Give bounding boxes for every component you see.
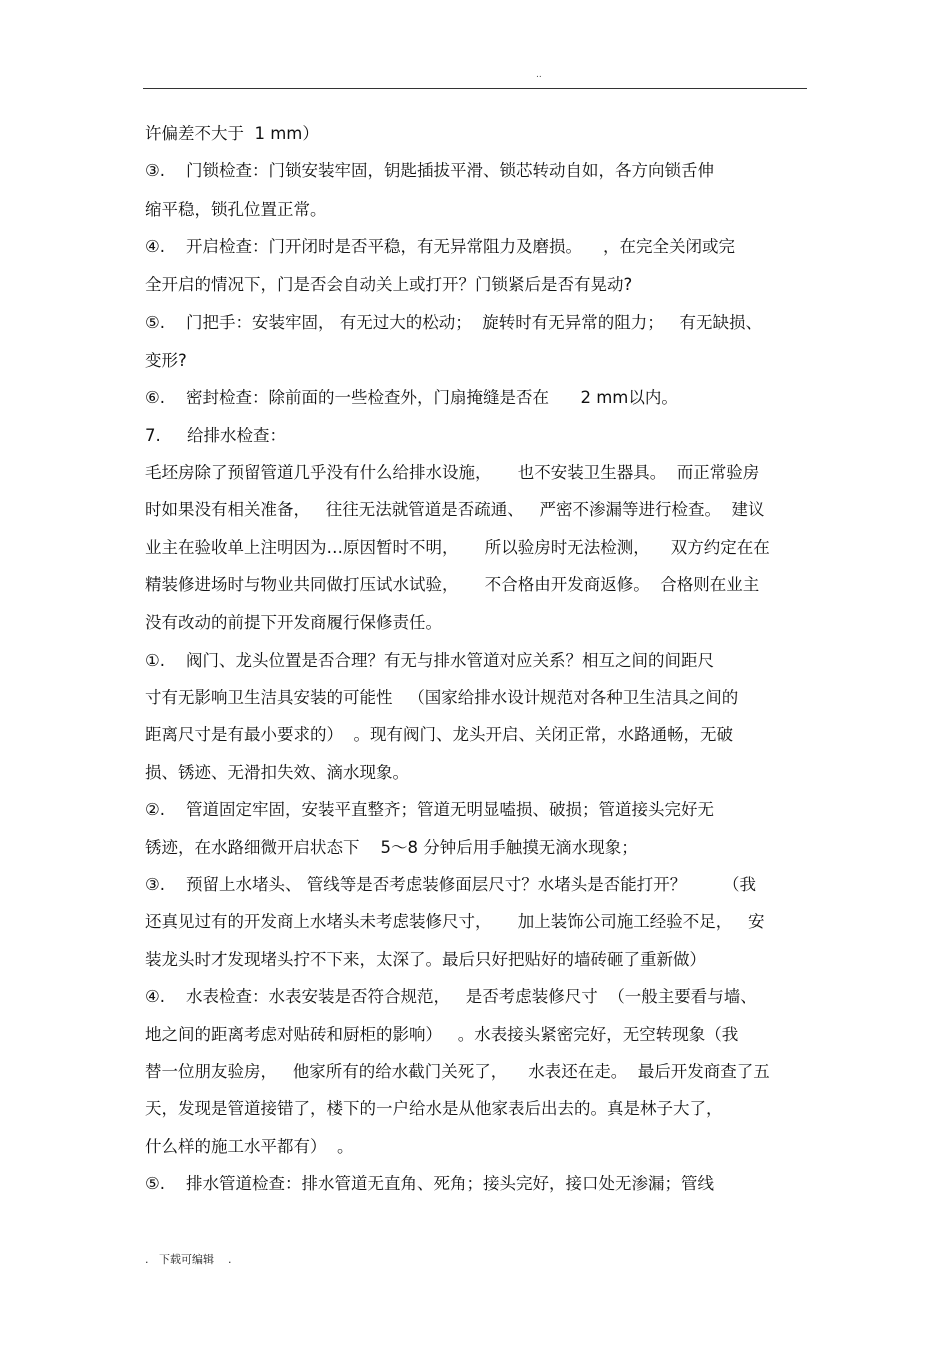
header-mark: .. xyxy=(536,70,542,80)
body-line: 时如果没有相关准备， 往往无法就管道是否疏通、 严密不渗漏等进行检查。 建议 xyxy=(145,500,765,519)
header-rule xyxy=(143,88,807,89)
body-line: 装龙头时才发现堵头拧不下来，太深了。最后只好把贴好的墙砖砸了重新做） xyxy=(145,950,706,969)
body-line: 全开启的情况下，门是否会自动关上或打开？门锁紧后是否有晃动? xyxy=(145,275,633,294)
body-line: ⑤. 门把手：安装牢固， 有无过大的松动； 旋转时有无异常的阻力； 有无缺损、 xyxy=(145,313,762,332)
body-line: 业主在验收单上注明因为…原因暂时不明， 所以验房时无法检测， 双方约定在在 xyxy=(145,538,770,557)
body-line: ⑤. 排水管道检查：排水管道无直角、死角；接头完好，接口处无渗漏；管线 xyxy=(145,1174,715,1193)
body-line: ③. 门锁检查：门锁安装牢固，钥匙插拔平滑、锁芯转动自如，各方向锁舌伸 xyxy=(145,161,715,180)
body-line: ④. 水表检查：水表安装是否符合规范， 是否考虑装修尺寸 （一般主要看与墙、 xyxy=(145,987,757,1006)
body-line: 缩平稳，锁孔位置正常。 xyxy=(145,200,327,219)
body-line: ⑥. 密封检查：除前面的一些检查外，门扇掩缝是否在 2 mm以内。 xyxy=(145,388,678,407)
body-line: 天，发现是管道接错了，楼下的一户给水是从他家表后出去的。真是林子大了， xyxy=(145,1099,723,1118)
body-line: 还真见过有的开发商上水堵头未考虑装修尺寸， 加上装饰公司施工经验不足， 安 xyxy=(145,912,765,931)
body-line: 寸有无影响卫生洁具安装的可能性 （国家给排水设计规范对各种卫生洁具之间的 xyxy=(145,688,739,707)
body-line: ③. 预留上水堵头、 管线等是否考虑装修面层尺寸？水堵头是否能打开？ （我 xyxy=(145,875,756,894)
body-line: 7. 给排水检查： xyxy=(145,426,286,445)
body-line: 变形? xyxy=(145,351,187,370)
body-line: 替一位朋友验房， 他家所有的给水截门关死了， 水表还在走。 最后开发商查了五 xyxy=(145,1062,770,1081)
body-line: 什么样的施工水平都有） 。 xyxy=(145,1137,354,1156)
body-line: 距离尺寸是有最小要求的） 。现有阀门、龙头开启、关闭正常，水路通畅，无破 xyxy=(145,725,733,744)
body-line: 地之间的距离考虑对贴砖和厨柜的影响） 。水表接头紧密完好，无空转现象（我 xyxy=(145,1025,739,1044)
body-line: 精装修进场时与物业共同做打压试水试验， 不合格由开发商返修。 合格则在业主 xyxy=(145,575,760,594)
body-line: 锈迹，在水路细微开启状态下 5～8 分钟后用手触摸无滴水现象； xyxy=(145,838,638,857)
body-line: 损、锈迹、无滑扣失效、滴水现象。 xyxy=(145,763,409,782)
body-line: ①. 阀门、龙头位置是否合理？有无与排水管道对应关系？相互之间的间距尺 xyxy=(145,651,715,670)
body-line: ②. 管道固定牢固，安装平直整齐；管道无明显嗑损、破损；管道接头完好无 xyxy=(145,800,715,819)
body-line: 许偏差不大于 1 mm） xyxy=(145,124,319,143)
body-line: ④. 开启检查：门开闭时是否平稳，有无异常阻力及磨损。 ，在完全关闭或完 xyxy=(145,237,735,256)
body-line: 毛坯房除了预留管道几乎没有什么给排水设施， 也不安装卫生器具。 而正常验房 xyxy=(145,463,760,482)
footer-text: . 下载可编辑 . xyxy=(145,1253,232,1266)
body-line: 没有改动的前提下开发商履行保修责任。 xyxy=(145,613,442,632)
